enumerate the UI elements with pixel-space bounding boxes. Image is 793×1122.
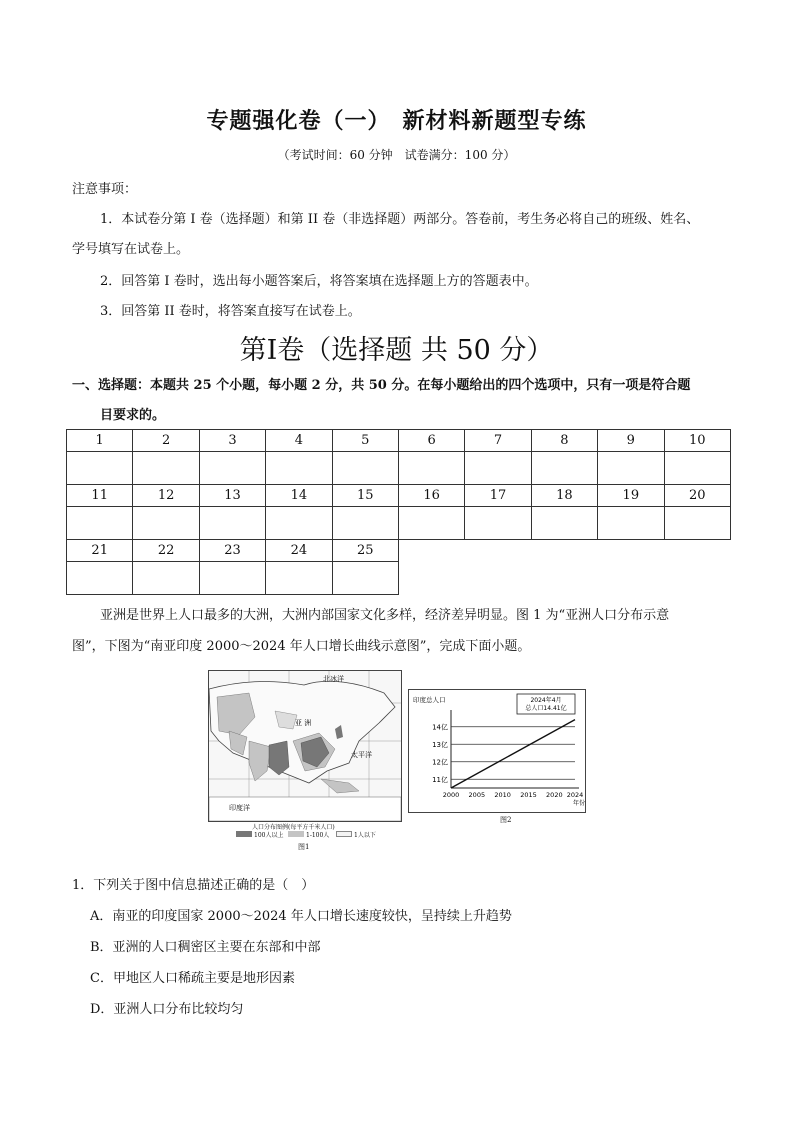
answer-table [66,429,731,595]
question-number-cell: 8 [531,430,597,452]
legend-swatch-dense [236,831,252,837]
question-number-cell: 6 [398,430,464,452]
answer-cell[interactable] [67,452,133,485]
section-instruction: 一、选择题：本题共 25 个小题，每小题 2 分，共 50 分。在每小题给出的四个选项中，只有一项是符合题 [72,378,691,393]
x-tick-label: 2000 [442,791,460,799]
question-number-cell: 4 [266,430,332,452]
answer-cell[interactable] [598,507,664,540]
chart-note-line-1: 2024年4月 [530,697,562,704]
legend-swatch-medium [288,831,304,837]
answer-cell[interactable] [398,507,464,540]
y-tick-label: 13亿 [432,740,448,749]
option-b[interactable]: B．亚洲的人口稠密区主要在东部和中部 [90,940,321,955]
pacific-ocean-label: 太平洋 [351,751,372,759]
y-axis-label: 印度总人口 [413,696,446,704]
chart-note-line-2: 总人口14.41亿 [525,705,567,712]
answer-cell[interactable] [67,562,133,595]
answer-cell[interactable] [199,507,265,540]
answer-cell[interactable] [531,452,597,485]
answer-cell[interactable] [199,562,265,595]
x-tick-label: 2020 [546,791,563,799]
legend-sparse-label: 1人以下 [354,832,376,839]
answer-cell[interactable] [266,452,332,485]
answer-cell[interactable] [332,562,398,595]
option-c[interactable]: C．甲地区人口稀疏主要是地形因素 [90,971,295,986]
answer-cell[interactable] [664,452,730,485]
question-number-cell: 15 [332,485,398,507]
table-filler [598,540,664,562]
question-number-cell: 22 [133,540,199,562]
option-a[interactable]: A．南亚的印度国家 2000～2024 年人口增长速度较快，呈持续上升趋势 [90,909,512,924]
passage-line-1: 亚洲是世界上人口最多的大洲，大洲内部国家文化多样，经济差异明显。图 1 为“亚洲人口分布示意 [100,608,670,623]
x-tick-label: 2015 [520,791,537,799]
answer-cell[interactable] [398,452,464,485]
table-filler [531,562,597,595]
question-number-cell: 13 [199,485,265,507]
table-filler [465,562,531,595]
x-tick-label: 2010 [494,791,511,799]
figure-2-caption: 图2 [500,816,512,824]
notice-item-1-cont: 学号填写在试卷上。 [72,242,190,257]
table-filler [531,540,597,562]
answer-cell[interactable] [133,562,199,595]
question-number-cell: 10 [664,430,730,452]
legend-swatch-sparse [336,831,352,837]
indian-ocean-label: 印度洋 [229,804,250,812]
answer-cell[interactable] [664,507,730,540]
notice-heading: 注意事项： [72,182,138,197]
question-number-cell: 3 [199,430,265,452]
question-number-cell: 5 [332,430,398,452]
question-number-cell: 12 [133,485,199,507]
question-number-cell: 24 [266,540,332,562]
question-number-cell: 19 [598,485,664,507]
figure-1-caption: 图1 [298,843,310,851]
legend-dense-label: 100人以上 [254,832,284,839]
question-1-stem: 1．下列关于图中信息描述正确的是（ ） [72,878,315,893]
option-d[interactable]: D．亚洲人口分布比较均匀 [90,1002,244,1017]
answer-cell[interactable] [531,507,597,540]
population-line [451,720,575,788]
answer-cell[interactable] [67,507,133,540]
question-number-cell: 14 [266,485,332,507]
notice-item-2: 2．回答第 I 卷时，选出每小题答案后，将答案填在选择题上方的答题表中。 [100,274,538,289]
question-number-cell: 25 [332,540,398,562]
question-number-cell: 23 [199,540,265,562]
x-tick-label: 2005 [468,791,486,799]
y-tick-label: 11亿 [432,775,448,784]
question-number-cell: 18 [531,485,597,507]
asia-population-map [208,670,402,822]
answer-cell[interactable] [465,452,531,485]
exam-info: （考试时间：60 分钟 试卷满分：100 分） [277,148,516,162]
question-number-cell: 9 [598,430,664,452]
question-number-cell: 17 [465,485,531,507]
answer-cell[interactable] [266,507,332,540]
question-number-cell: 21 [67,540,133,562]
india-population-chart [408,689,586,813]
answer-cell[interactable] [266,562,332,595]
answer-cell[interactable] [199,452,265,485]
arctic-ocean-label: 北冰洋 [323,675,344,683]
page-title: 专题强化卷（一） 新材料新题型专练 [206,108,587,134]
answer-cell[interactable] [332,507,398,540]
legend-medium-label: 1-100人 [306,832,330,839]
question-number-cell: 11 [67,485,133,507]
answer-cell[interactable] [598,452,664,485]
y-tick-label: 12亿 [432,758,448,767]
question-number-cell: 20 [664,485,730,507]
answer-cell[interactable] [133,452,199,485]
passage-line-2: 图”，下图为“南亚印度 2000～2024 年人口增长曲线示意图”，完成下面小题。 [72,639,531,654]
answer-cell[interactable] [332,452,398,485]
notice-item-1: 1．本试卷分第 I 卷（选择题）和第 II 卷（非选择题）两部分。答卷前，考生务必将自己的班级、姓名、 [100,212,700,227]
table-filler [664,562,730,595]
notice-item-3: 3．回答第 II 卷时，将答案直接写在试卷上。 [100,304,361,319]
table-filler [664,540,730,562]
question-number-cell: 1 [67,430,133,452]
table-filler [465,540,531,562]
table-filler [598,562,664,595]
x-axis-unit: 年份 [573,800,585,807]
question-number-cell: 7 [465,430,531,452]
y-tick-label: 14亿 [432,723,448,732]
section-title: 第I卷（选择题 共 50 分） [239,335,554,366]
map-drawing [209,671,401,821]
section-instruction-cont: 目要求的。 [100,408,166,423]
question-number-cell: 2 [133,430,199,452]
answer-cell[interactable] [465,507,531,540]
line-chart [409,690,585,812]
asia-label: 亚 洲 [295,719,312,727]
map-legend-title: 人口分布图例(每平方千米人口) [252,824,335,831]
table-filler [398,540,464,562]
table-filler [398,562,464,595]
x-tick-label: 2024 [566,791,584,799]
question-number-cell: 16 [398,485,464,507]
answer-cell[interactable] [133,507,199,540]
